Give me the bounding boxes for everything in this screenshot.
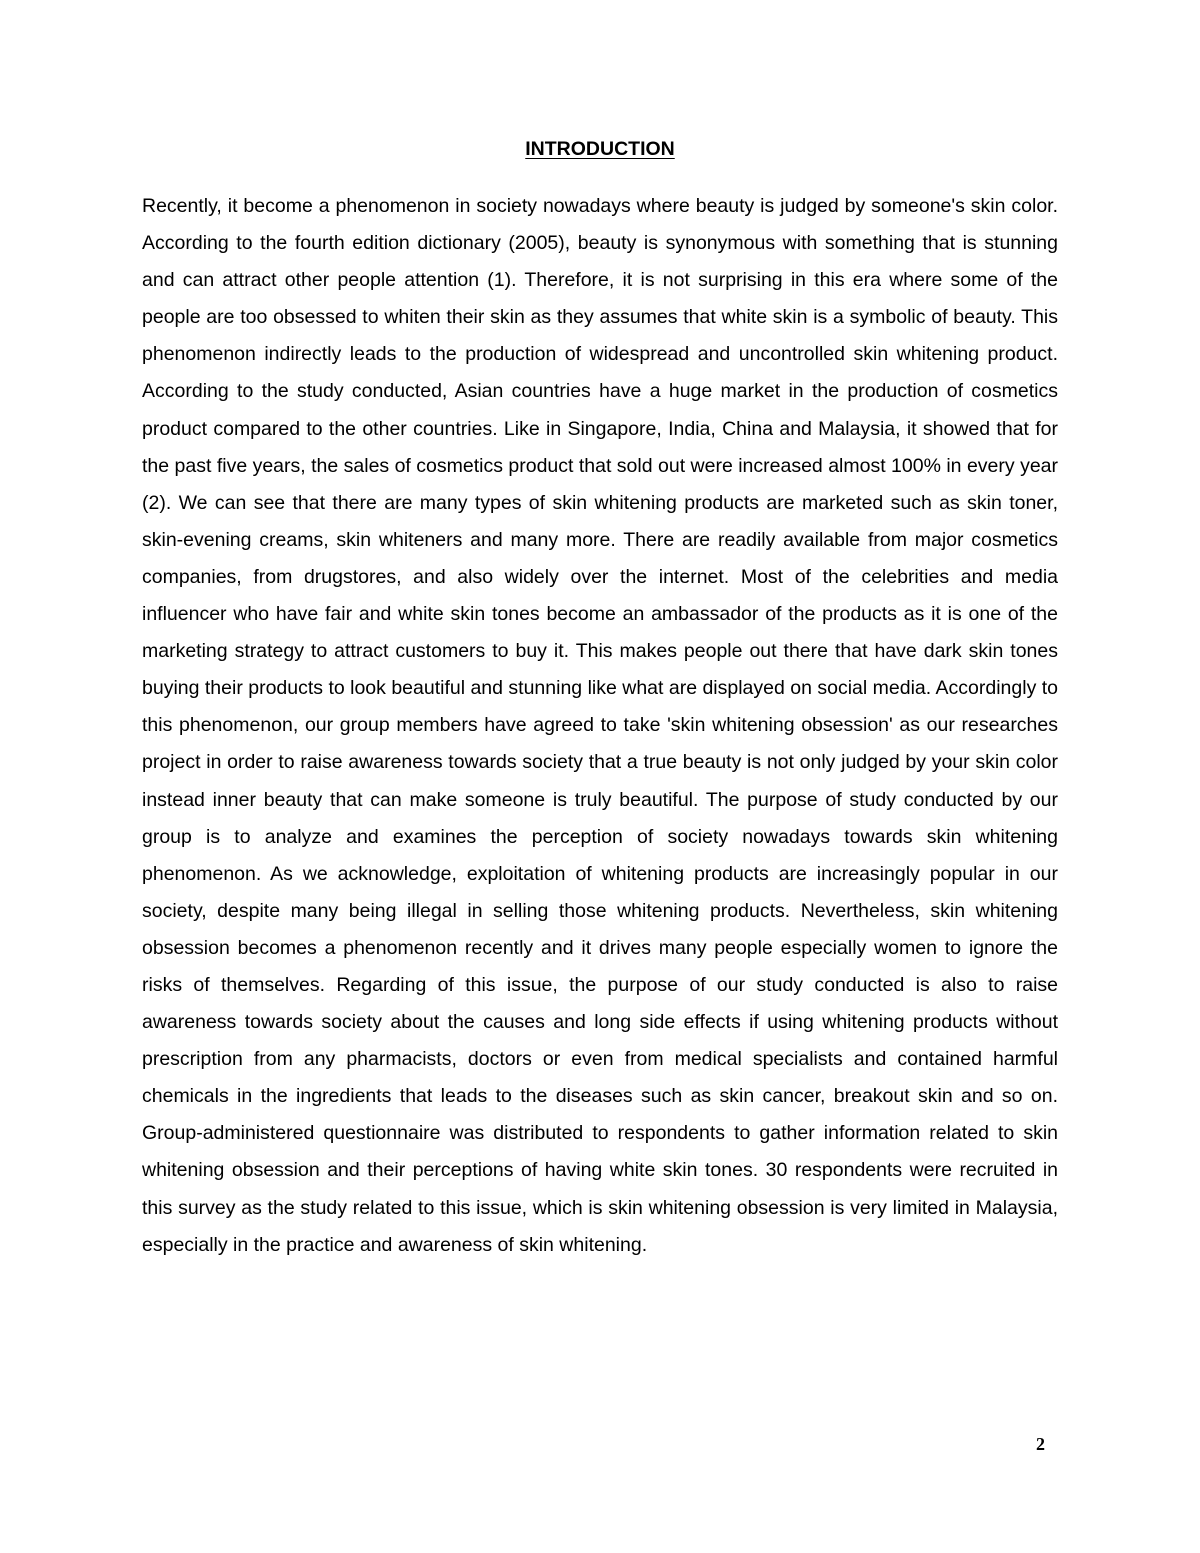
introduction-paragraph: Recently, it become a phenomenon in society nowadays where beauty is judged by someone's skin color. According to the fourth edition dictionary (2005), beauty is synonymous with something that is stunning and can attract other people attention (1). Therefore, it is not surprising in this era where some of the people are too obsessed to whiten their skin as they assumes that white skin is a symbolic of beauty. This phenomenon indirectly leads to the production of widespread and uncontrolled skin whitening product. According to the study conducted, Asian countries have a huge market in the production of cosmetics product compared to the other countries. Like in Singapore, India, China and Malaysia, it showed that for the past five years, the sales of cosmetics product that sold out were increased almost 100% in every year (2). We can see that there are many types of skin whitening products are marketed such as skin toner, skin-evening creams, skin whiteners and many more. There are readily available from major cosmetics companies, from drugstores, and also widely over the internet. Most of the celebrities and media influencer who have fair and white skin tones become an ambassador of the products as it is one of the marketing strategy to attract customers to buy it. This makes people out there that have dark skin tones buying their products to look beautiful and stunning like what are displayed on social media. Accordingly to this phenomenon, our group members have agreed to take 'skin whitening obsession' as our researches project in order to raise awareness towards society that a true beauty is not only judged by your skin color instead inner beauty that can make someone is truly beautiful. The purpose of study conducted by our group is to analyze and examines the perception of society nowadays towards skin whitening phenomenon. As we acknowledge, exploitation of whitening products are increasingly popular in our society, despite many being illegal in selling those whitening products. Nevertheless, skin whitening obsession becomes a phenomenon recently and it drives many people especially women to ignore the risks of themselves. Regarding of this issue, the purpose of our study conducted is also to raise awareness towards society about the causes and long side effects if using whitening products without prescription from any pharmacists, doctors or even from medical specialists and contained harmful chemicals in the ingredients that leads to the diseases such as skin cancer, breakout skin and so on. Group-administered questionnaire was distributed to respondents to gather information related to skin whitening obsession and their perceptions of having white skin tones. 30 respondents were recruited in this survey as the study related to this issue, which is skin whitening obsession is very limited in Malaysia, especially in the practice and awareness of skin whitening. <box>142 195 1058 1256</box>
section-heading: INTRODUCTION <box>525 138 675 160</box>
page-number: 2 <box>1036 1434 1045 1454</box>
